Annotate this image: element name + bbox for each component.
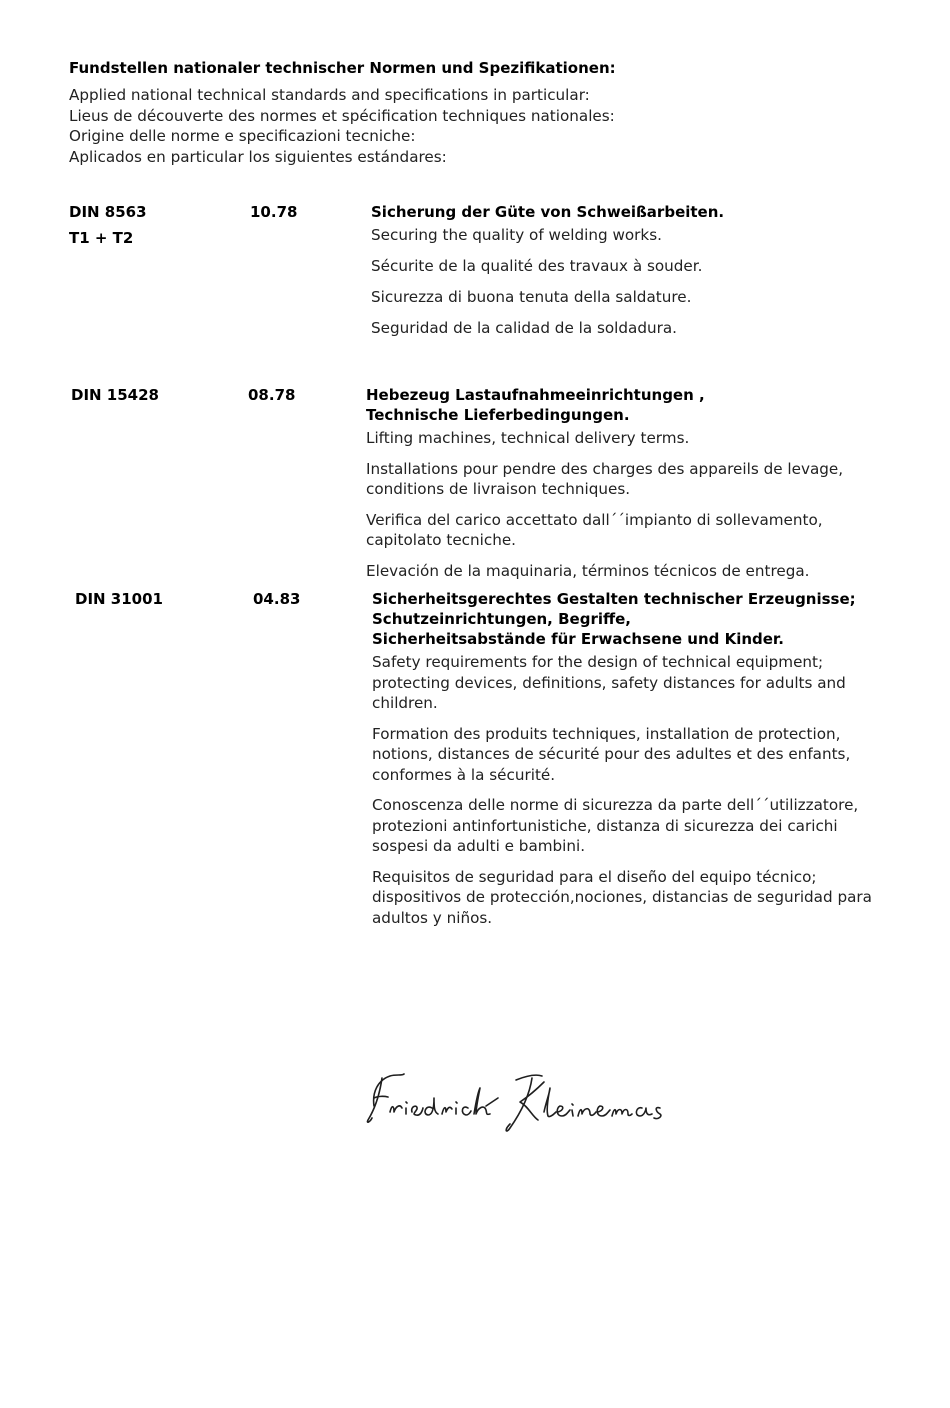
translation-es: Elevación de la maquinaria, términos técnicos de entrega. (366, 561, 810, 580)
standard-title: Hebezeug Lastaufnahmeeinrichtungen , Technische Lieferbedingungen. (366, 386, 705, 424)
translation-en: Securing the quality of welding works. (371, 226, 662, 244)
translation-es: Requisitos de seguridad para el diseño del equipo técnico; dispositivos de protección,nociones, distancias de seguridad para adultos y niños. (372, 867, 872, 927)
intro-line-it: Origine delle norme e specificazioni tecniche: (69, 127, 416, 145)
translation-fr: Sécurite de la qualité des travaux à souder. (371, 257, 703, 275)
translation-en: Lifting machines, technical delivery terms. (366, 429, 690, 447)
standard-title: Sicherheitsgerechtes Gestalten technischer Erzeugnisse; Schutzeinrichtungen, Begriffe, Sicherheitsabstände für Erwachsene und Kinder. (372, 590, 856, 648)
standard-number: DIN 31001 (75, 590, 163, 608)
standard-title: Sicherung der Güte von Schweißarbeiten. (371, 203, 725, 221)
standard-date: 04.83 (253, 590, 301, 608)
standard-date: 10.78 (250, 203, 298, 221)
signature (360, 1062, 670, 1147)
translation-en: Safety requirements for the design of technical equipment; protecting devices, definitions, safety distances for adults and children. (372, 653, 846, 712)
intro-line-es: Aplicados en particular los siguientes estándares: (69, 147, 447, 166)
translation-es: Seguridad de la calidad de la soldadura. (371, 319, 677, 337)
intro-block (69, 85, 615, 167)
standard-number: DIN 8563 (69, 203, 147, 221)
page-heading: Fundstellen nationaler technischer Normen und Spezifikationen: (69, 59, 616, 77)
standard-number-parts: T1 + T2 (69, 229, 134, 247)
translation-it: Conoscenza delle norme di sicurezza da parte dell´´utilizzatore, protezioni antinfortunistiche, distanza di sicurezza dei carichi sospesi da adulti e bambini. (372, 796, 859, 855)
translation-it: Sicurezza di buona tenuta della saldature. (371, 288, 692, 306)
standard-number: DIN 15428 (71, 386, 159, 404)
intro-line-fr: Lieus de découverte des normes et spécification techniques nationales: (69, 106, 615, 125)
standard-date: 08.78 (248, 386, 296, 404)
translation-fr: Installations pour pendre des charges des appareils de levage, conditions de livraison techniques. (366, 459, 844, 498)
intro-line-en: Applied national technical standards and specifications in particular: (69, 86, 590, 104)
standard-description (366, 385, 846, 591)
signature-icon (360, 1062, 670, 1147)
standard-description (372, 589, 872, 938)
standard-description (371, 202, 871, 349)
translation-fr: Formation des produits techniques, installation de protection, notions, distances de sécurité pour des adultes et des enfants, conformes à la sécurité. (372, 724, 851, 784)
translation-it: Verifica del carico accettato dall´´impianto di sollevamento, capitolato tecniche. (366, 510, 823, 549)
